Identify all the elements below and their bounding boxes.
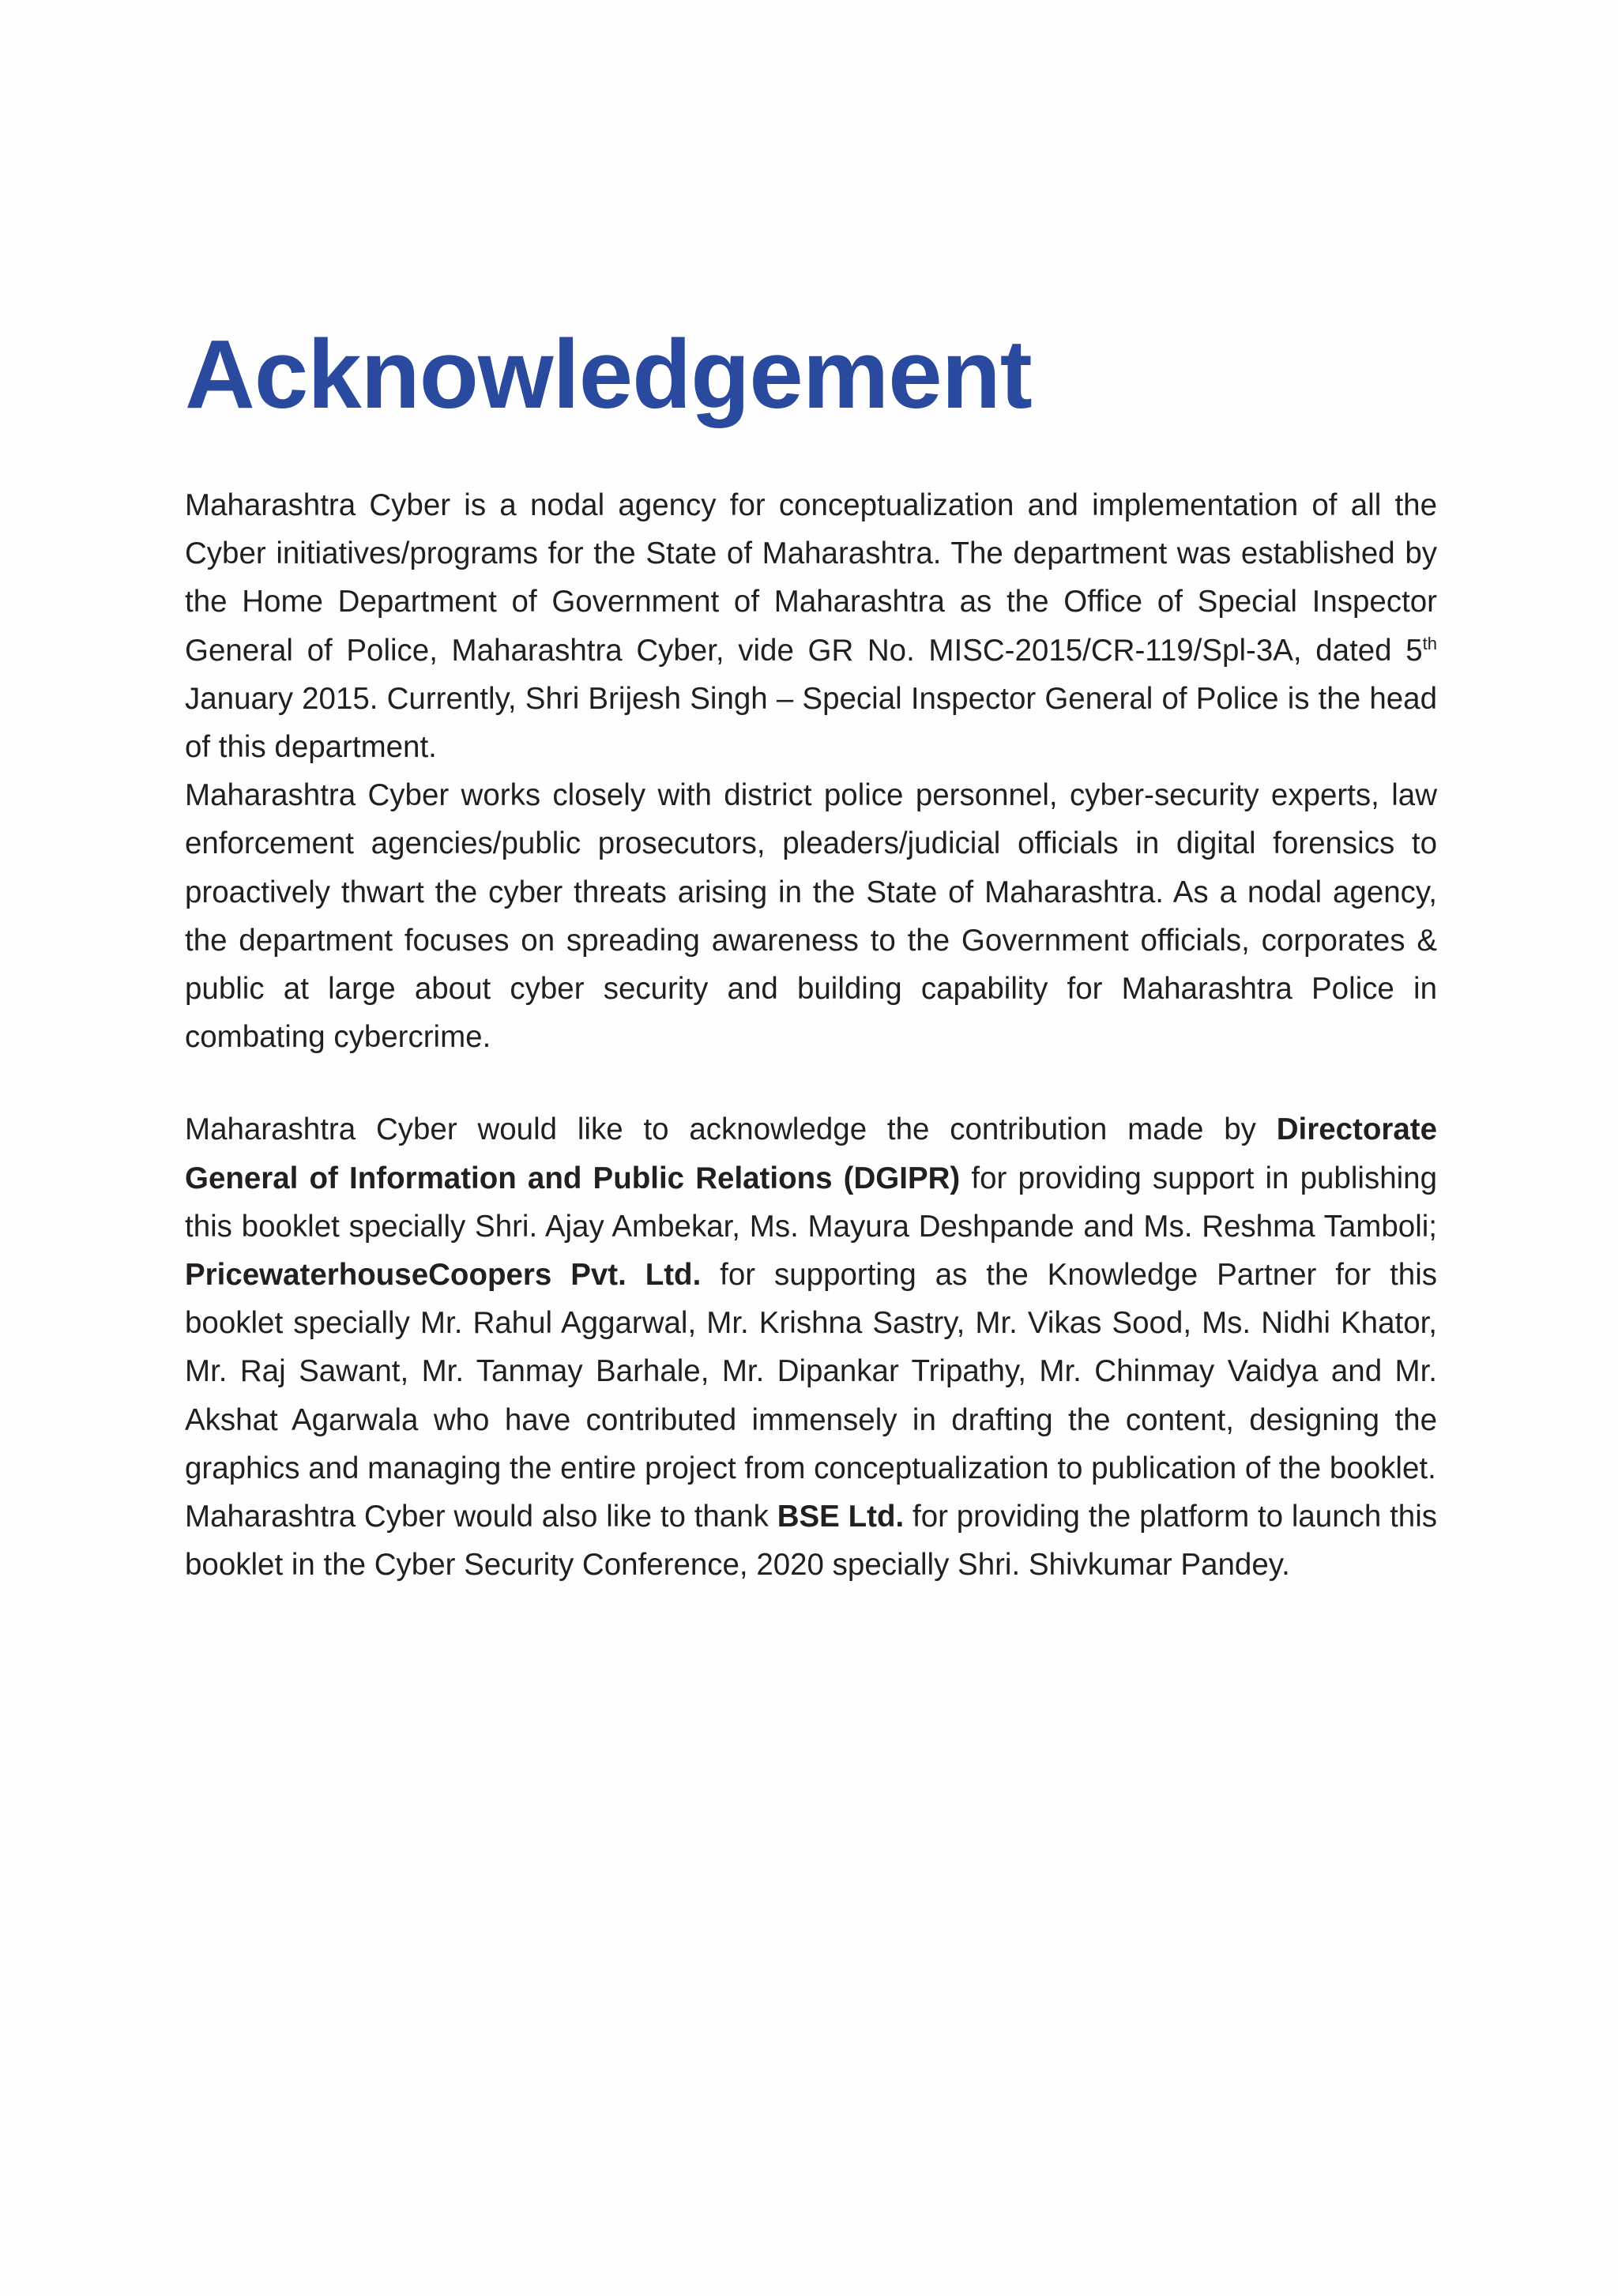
paragraph-thanks-bse [185, 1492, 1437, 1589]
page-title: Acknowledgement [185, 321, 1032, 429]
paragraph-text: for providing support in publishing this booklet specially Shri. Ajay Ambekar, Ms. Mayura Deshpande and Ms. Reshma Tamboli; [185, 1161, 1437, 1244]
organization-name-pwc: PricewaterhouseCoopers Pvt. Ltd. [185, 1258, 702, 1293]
ordinal-suffix: th [1422, 633, 1437, 653]
paragraph-text: Maharashtra Cyber would also like to thank [185, 1500, 777, 1534]
paragraph-text: January 2015. Currently, Shri Brijesh Singh – Special Inspector General of Police is the head of this department. [185, 681, 1437, 765]
organization-name-bse: BSE Ltd. [777, 1500, 905, 1534]
document-content [185, 312, 1437, 1589]
paragraph-agency-work: Maharashtra Cyber works closely with district police personnel, cyber-security experts, law enforcement agencies/public prosecutors, pleaders/judicial officials in digital forensics to proactively thwart the cyber threats arising in the State of Maharashtra. As a nodal agency, the department focuses on spreading awareness to the Government officials, corporates & public at large about cyber security and building capability for Maharashtra Police in combating cybercrime. [185, 778, 1437, 1055]
paragraph-text: Maharashtra Cyber would like to acknowledge the contribution made by [185, 1112, 1277, 1147]
organization-name-dgipr: Directorate General of Information and Public Relations (DGIPR) [185, 1112, 1437, 1195]
paragraph-text: for providing the platform to launch this booklet in the Cyber Security Conference, 2020 specially Shri. Shivkumar Pandey. [185, 1500, 1438, 1583]
paragraph-acknowledgement [185, 1105, 1437, 1492]
paragraph-text: for supporting as the Knowledge Partner for this booklet specially Mr. Rahul Aggarwal, Mr. Krishna Sastry, Mr. Vikas Sood, Ms. Nidhi Khator, Mr. Raj Sawant, Mr. Tanmay Barhale, Mr. Dipankar Tripathy, Mr. Chinmay Vaidya and Mr. Akshat Agarwala who have contributed immensely in drafting the content, designing the graphics and managing the entire project from conceptualization to publication of the booklet. [185, 1258, 1437, 1485]
paragraph-about-agency [185, 481, 1437, 771]
paragraph-text: Maharashtra Cyber is a nodal agency for conceptualization and implementation of all the Cyber initiatives/programs for the State of Maharashtra. The department was established by the Home Department of Government of Maharashtra as the Office of Special Inspector General of Police, Maharashtra Cyber, vide GR No. MISC-2015/CR-119/Spl-3A, dated 5 [185, 488, 1437, 668]
